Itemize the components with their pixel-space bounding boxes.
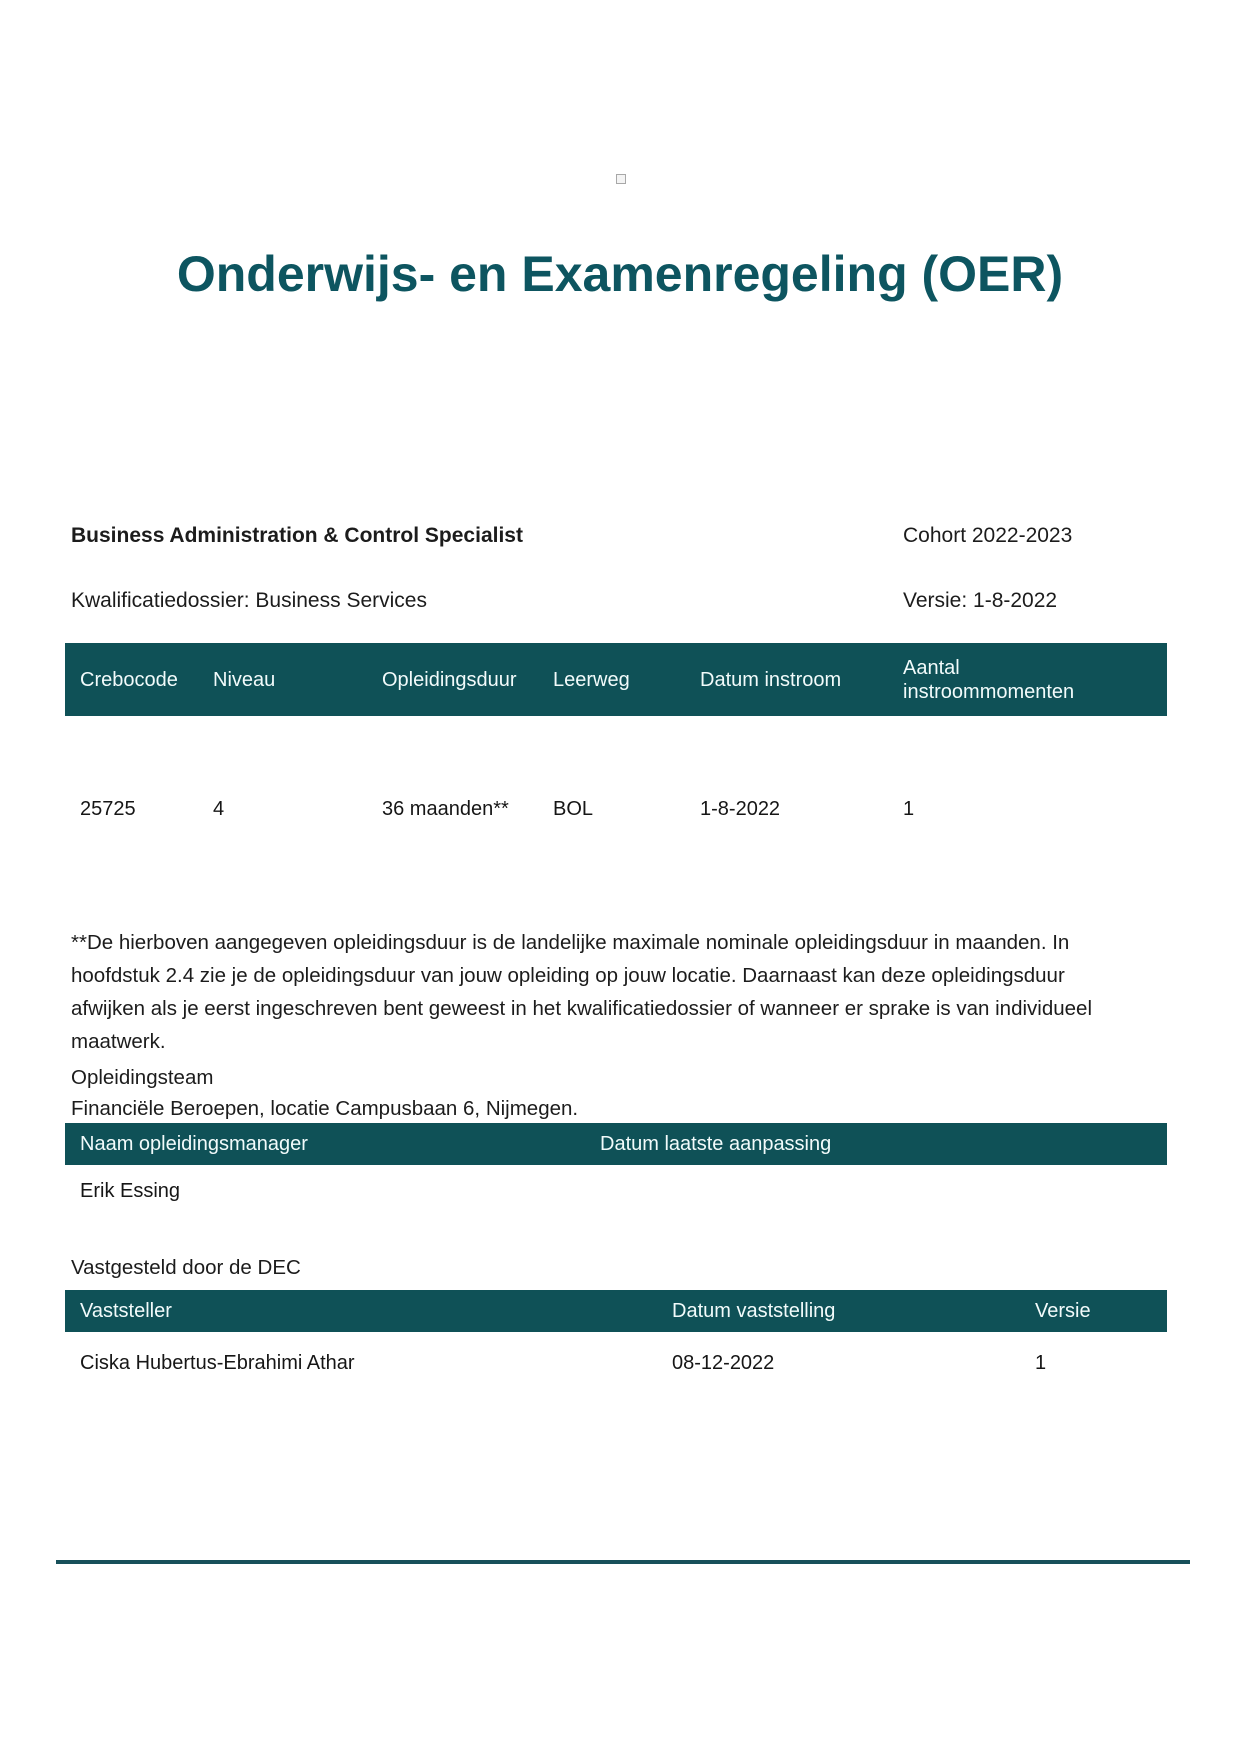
page-title: Onderwijs- en Examenregeling (OER) [176, 246, 1064, 302]
cell-instroommomenten: 1 [903, 798, 915, 820]
column-header: Vaststeller [80, 1300, 172, 1322]
program-table [65, 643, 1167, 821]
dec-heading: Vastgesteld door de DEC [71, 1256, 301, 1279]
column-header: Versie [1035, 1300, 1091, 1322]
qualification-dossier: Kwalificatiedossier: Business Services [71, 589, 427, 612]
cell-leerweg: BOL [553, 798, 594, 820]
cell-niveau: 4 [213, 798, 225, 820]
program-table-header-row [65, 643, 1167, 716]
cell-versie: 1 [1035, 1352, 1047, 1374]
cell-last-modified [585, 1180, 1167, 1203]
cohort-label: Cohort 2022-2023 [903, 524, 1073, 547]
team-heading: Opleidingsteam [71, 1066, 214, 1089]
table-row [65, 798, 1167, 821]
cell-opleidingsduur: 36 maanden** [382, 798, 509, 820]
column-header: Datum vaststelling [672, 1300, 836, 1322]
dec-table-header-row [65, 1290, 1167, 1332]
cell-datum-vaststelling: 08-12-2022 [672, 1352, 775, 1374]
column-header: Leerweg [553, 668, 630, 691]
column-header: Crebocode [80, 668, 178, 691]
cell-manager-name: Erik Essing [80, 1180, 181, 1202]
column-header: Naam opleidingsmanager [80, 1133, 308, 1155]
dec-table [65, 1290, 1167, 1375]
table-row [65, 1180, 1167, 1203]
team-location: Financiële Beroepen, locatie Campusbaan 6, Nijmegen. [71, 1097, 579, 1120]
column-header: Aantal instroommomenten [903, 656, 1075, 703]
manager-table [65, 1123, 1167, 1203]
column-header: Opleidingsduur [382, 668, 517, 691]
version-label: Versie: 1-8-2022 [903, 589, 1058, 612]
cell-crebocode: 25725 [80, 798, 136, 820]
cell-datum-instroom: 1-8-2022 [700, 798, 781, 820]
column-header: Datum instroom [700, 668, 842, 691]
column-header: Datum laatste aanpassing [600, 1133, 832, 1155]
column-header: Niveau [213, 668, 276, 691]
program-name: Business Administration & Control Specialist [71, 524, 523, 547]
image-placeholder-icon [616, 174, 626, 184]
duration-note: **De hierboven aangegeven opleidingsduur is de landelijke maximale nominale opleidingsduur in maanden. In hoofdstuk 2.4 zie je de opleidingsduur van jouw opleiding op jouw locatie. Daarnaast kan deze opleidingsduur afwijken als je eerst ingeschreven bent geweest in het kwalificatiedossier of wanneer er sprake is van individueel maatwerk. [71, 931, 1092, 1053]
team-block [71, 1062, 578, 1124]
table-row [65, 1352, 1167, 1375]
manager-table-header-row [65, 1123, 1167, 1165]
footer-divider [56, 1560, 1190, 1564]
cell-vaststeller: Ciska Hubertus-Ebrahimi Athar [80, 1352, 355, 1374]
